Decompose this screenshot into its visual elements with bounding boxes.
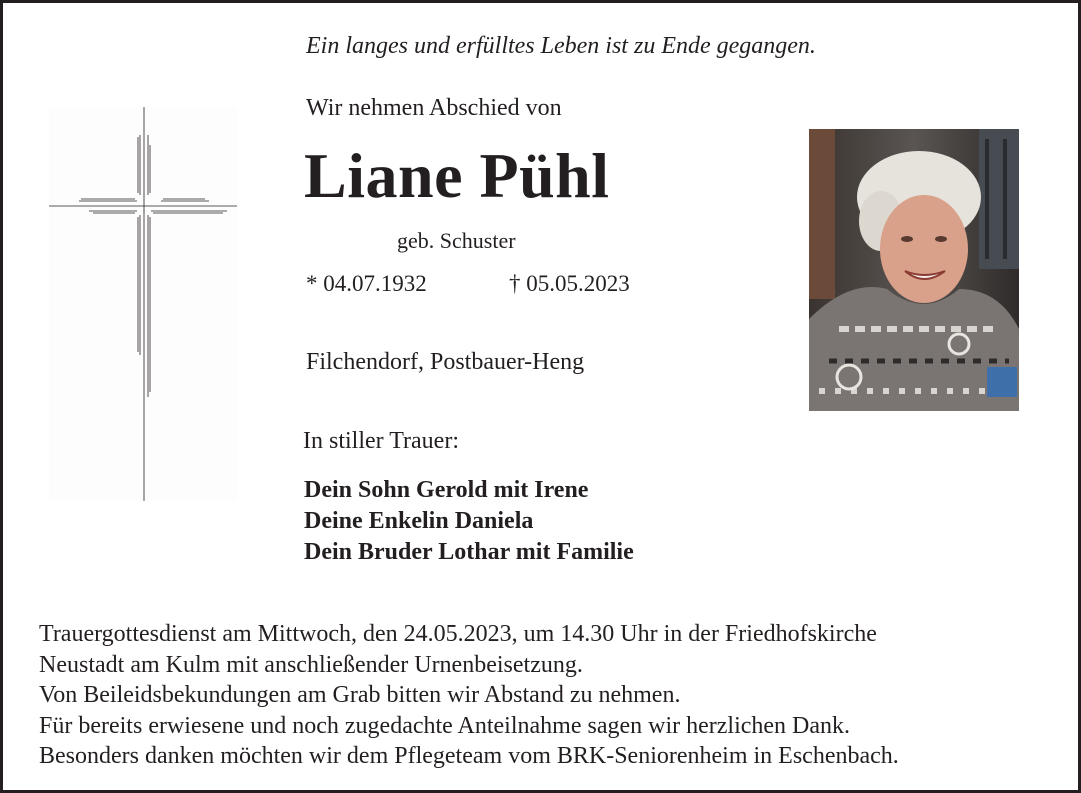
birth-date: * 04.07.1932	[306, 271, 427, 296]
mourning-label: In stiller Trauer:	[303, 428, 459, 454]
mourner-line: Dein Bruder Lothar mit Familie	[304, 539, 634, 565]
residence: Filchendorf, Postbauer-Heng	[306, 349, 585, 375]
cross-icon	[49, 107, 237, 501]
portrait-photo	[809, 129, 1019, 411]
footer-line: Von Beileidsbekundungen am Grab bitten wir Abstand zu nehmen.	[39, 682, 681, 708]
footer-line: Besonders danken möchten wir dem Pflegeteam vom BRK-Seniorenheim in Eschenbach.	[39, 743, 899, 769]
maiden-name: geb. Schuster	[397, 228, 516, 253]
intro-text: Wir nehmen Abschied von	[306, 95, 562, 121]
motto: Ein langes und erfülltes Leben ist zu Ende gegangen.	[306, 33, 816, 59]
footer-line: Für bereits erwiesene und noch zugedachte Anteilnahme sagen wir herzlichen Dank.	[39, 712, 851, 739]
footer-line: Trauergottesdienst am Mittwoch, den 24.05.2023, um 14.30 Uhr in der Friedhofskirche	[39, 621, 877, 647]
deceased-name: Liane Pühl	[304, 140, 610, 211]
death-date: † 05.05.2023	[509, 271, 630, 296]
footer-line: Neustadt am Kulm mit anschließender Urnenbeisetzung.	[39, 651, 583, 678]
mourner-line: Dein Sohn Gerold mit Irene	[304, 477, 589, 503]
service-details	[39, 619, 899, 772]
mourners-list	[304, 475, 634, 568]
mourner-line: Deine Enkelin Daniela	[304, 508, 534, 534]
